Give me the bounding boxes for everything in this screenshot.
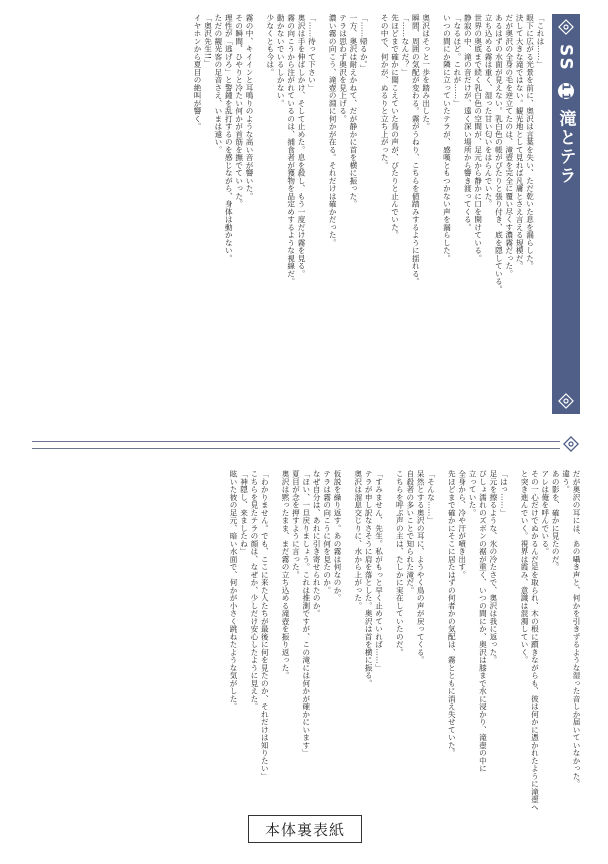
text-column: 「なるほど。これが……」 bbox=[452, 14, 462, 107]
text-column: イヤホンから夏目の絶叫が響く。 bbox=[193, 14, 203, 131]
story-number: 11 bbox=[559, 82, 573, 102]
text-column: と突き進んでいく。視界は霞み、意識は混濁していく。 bbox=[520, 470, 530, 664]
story-title-text: 滝とテラ bbox=[555, 109, 576, 186]
text-column: アレは俺を呼んでいる。 bbox=[540, 470, 550, 556]
text-column: 眩いた彼の足元、暗い水面で、何かが小さく跳ねたような気がした。 bbox=[229, 470, 239, 711]
text-column: ただの観光客の足音さえ、いまは遠い。 bbox=[213, 14, 223, 154]
text-column: 濃い霧の向こう、滝壺の淵に何かが在る。それだけは確かだった。 bbox=[328, 14, 338, 247]
text-column: 眼下に広がる光景を前に、奥沢は言葉を失い、ただ乾いた息を漏らした。 bbox=[525, 14, 535, 270]
text-column: 奥沢はそっと一歩を踏み出した。 bbox=[421, 14, 431, 131]
text-column: 先ほどまで確かに聞こえていた鳥の声が、ぴたりと止んでいた。 bbox=[390, 14, 400, 239]
text-column: 先ほどまで確かにそこに居たはずの何者かの気配は、霧とともに消え失せていた。 bbox=[447, 470, 457, 757]
text-column bbox=[343, 470, 352, 800]
text-column: 霧の向こうから注がれているのは、捕食者が獲物を品定めするような視線だ。 bbox=[286, 14, 296, 286]
text-column: いつの間にか隣に立っていたテラが、感嘆ともつかない声を漏らした。 bbox=[442, 14, 452, 262]
text-column: 「これは……」 bbox=[536, 14, 545, 69]
text-column: 少なくとも今は。 bbox=[265, 14, 275, 76]
text-column: あるはずの水面が見えない。乳白色の帳がぴたりと張り付き、底を隠している。 bbox=[494, 14, 504, 293]
text-column bbox=[255, 14, 264, 414]
text-column: 「すみません、先生。私がもっと早く止めていれば……」 bbox=[374, 470, 384, 672]
text-column: 理性が「逃げろ」と警鐘を乱打するのを感じながら、身体は動かない。 bbox=[224, 14, 234, 262]
text-column: 静寂の中、滝の音だけが、遠く深い場所から響き渡ってくる。 bbox=[463, 14, 473, 231]
text-column: その中で、何かが、ぬるりと立ち上がった。 bbox=[380, 14, 390, 169]
text-column bbox=[436, 470, 445, 800]
text-column: 「……待って下さい」 bbox=[307, 14, 317, 92]
text-column: こちらを呼ぶ声の主は、たしかに実在していたのだ。 bbox=[395, 470, 405, 656]
series-label: SS bbox=[555, 44, 576, 72]
upper-text-block bbox=[32, 14, 580, 414]
text-column: 呆然とする奥沢の耳に、ようやく鳥の声が戻ってくる。 bbox=[416, 470, 426, 664]
story-title bbox=[554, 44, 579, 186]
text-column: 奥沢は溜息交じりに、水から上がった。 bbox=[353, 470, 363, 610]
footer-label: 本体裏表紙 bbox=[248, 815, 362, 843]
text-column: なぜ自分は、あれに引き寄せられたのか。 bbox=[312, 470, 322, 618]
text-column: 「そんな……」 bbox=[426, 470, 436, 525]
text-column: テラは霧の向こうに何を見たのか。 bbox=[322, 470, 332, 594]
upper-text-columns bbox=[32, 14, 544, 414]
text-column: 立ち込める霧は重く、湿った甘い匂いをはらんでいた。 bbox=[484, 14, 494, 208]
text-column: 動かないでいるしかない。 bbox=[276, 14, 286, 107]
text-column: だが奥沢の全身の毛を逆立てたのは、滝壺を完全に覆い尽くす濃霧だった。 bbox=[504, 14, 514, 278]
text-column bbox=[317, 14, 326, 414]
text-column: 「……なんだ？」 bbox=[400, 14, 410, 76]
text-column: 「神隠し、来ましたね」 bbox=[239, 470, 249, 556]
text-column: 足元を擦るような、氷の冷たさで、奥沢は我に返った。 bbox=[488, 470, 498, 664]
section-divider bbox=[32, 441, 580, 449]
text-column: 奥沢は手を伸ばしかけ、そして止めた。息を殺し、もう一度だけ霧を見る。 bbox=[297, 14, 307, 278]
text-column: 全身から、冷や汗が噴き出す。 bbox=[457, 470, 467, 579]
text-column bbox=[431, 14, 440, 414]
text-column: その瞬間、ひやりと冷たい何かが首筋を撫でていった。 bbox=[234, 14, 244, 208]
text-column: 夏目が念を押すように言った。 bbox=[291, 470, 301, 579]
text-column: あの影を、確かに見たのだ。 bbox=[551, 470, 561, 571]
text-column: 瞬間、周囲の気配が変わる。霧がうねり、こちらを値踏みするように揺れる。 bbox=[411, 14, 421, 286]
text-column: こちらを見たテラの顔は、なぜか、少しだけ安心したように見えた。 bbox=[249, 470, 259, 711]
ornament-icon bbox=[555, 392, 577, 410]
text-column: 「ほい、一旦戻りましょう。これは推測ですが、この滝には何かが確かにいます」 bbox=[301, 470, 311, 757]
text-column bbox=[509, 470, 518, 800]
text-column: 仮説を繰り返す。あの霧は何なのか。 bbox=[333, 470, 343, 602]
text-column bbox=[384, 470, 393, 800]
divider-ornament-icon bbox=[560, 433, 582, 455]
text-column bbox=[369, 14, 378, 414]
story-title-banner bbox=[552, 14, 580, 414]
text-column: 違う。 bbox=[561, 470, 571, 494]
lower-text-block bbox=[32, 470, 581, 811]
text-column: その一心だけでぬかるんだ足を取られ、木の根に躓きながらも、彼は何かに憑かれたように滝壺へ bbox=[530, 470, 540, 811]
text-column: 世界の奥底まで続く乳白色の空間が、足元から静かに口を開けている。 bbox=[473, 14, 483, 262]
text-column: びしょ濡れのズボンの裾が重く、いつの間にか、奥沢は膝まで水に浸かり、滝壺の中に bbox=[478, 470, 488, 773]
text-column: 「……帰るか。」 bbox=[359, 14, 369, 73]
text-column: 奥沢は黙ったまま、まだ霧の立ち込める滝壺を振り返った。 bbox=[281, 470, 291, 680]
text-column: 「奥沢先生!!」 bbox=[203, 14, 213, 67]
text-column: 一方、奥沢は耐えかねて、だが静かに首を横に振った。 bbox=[348, 14, 358, 208]
text-column bbox=[270, 470, 279, 800]
text-column: 霧の中、キイインと耳鳴りのような高い音が響いた。 bbox=[245, 14, 255, 200]
text-column: テラは思わず奥沢を見上げる。 bbox=[338, 14, 348, 123]
lower-text-columns bbox=[32, 470, 581, 811]
text-column: 決して大きな滝ではない。観光地として見れば凡庸とさえ言える規模だ。 bbox=[515, 14, 525, 270]
text-column: 「はっ……」 bbox=[499, 470, 509, 517]
text-column: 「わかりません。でも、ここに来た人たちが最後に何を見たのか、それだけは知りたい」 bbox=[260, 470, 270, 780]
ornament-icon bbox=[555, 18, 577, 36]
text-column: だが奥沢の耳には、あの囁き声と、何かを引きずるような湿った音しか届いていなかった。 bbox=[572, 470, 581, 788]
text-column: 自殺者の多いことで知られた滝だ。 bbox=[405, 470, 415, 594]
text-column: 立っていた。 bbox=[468, 470, 478, 517]
text-column: テラが申し訳なさそうに肩を落とした。奥沢は首を横に振る。 bbox=[364, 470, 374, 687]
